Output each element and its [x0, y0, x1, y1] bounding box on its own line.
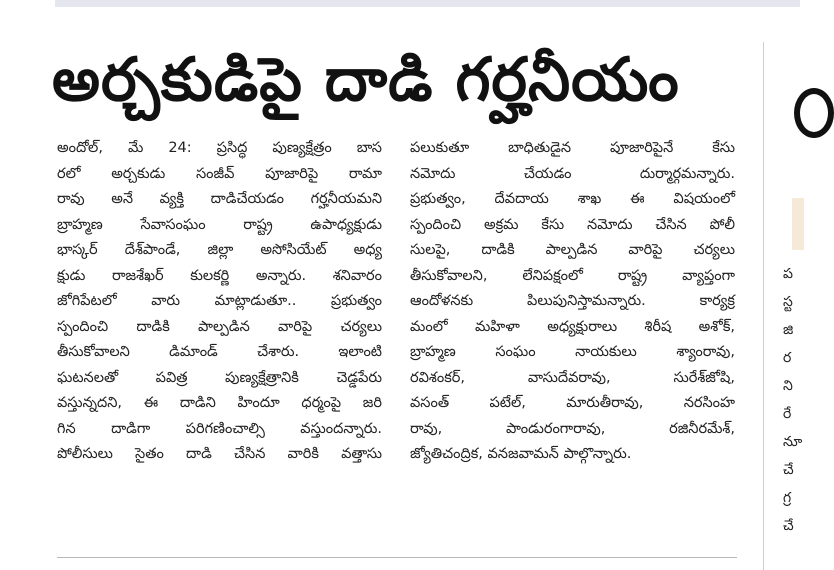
article-line: రావు అనే వ్యక్తి దాడిచేయడం గర్హనీయమని [57, 191, 382, 207]
article-line: తీసుకోవాలని డిమాండ్ చేశారు. ఇలాంటి [57, 344, 382, 360]
article-line: జోగిపేటలో వారు మాట్లాడుతూ.. ప్రభుత్వం [57, 293, 382, 309]
column-separator [763, 42, 764, 570]
adjacent-article-edge [780, 0, 803, 570]
article-line: రలో అర్చకుడు సంజీవ్ పూజారిపై రామా [57, 165, 382, 182]
article-line: ప్రభుత్వం, దేవదాయ శాఖ ఈ విషయంలో [410, 191, 735, 207]
article-line: నమోదు చేయడం దుర్మార్గమన్నారు. [410, 165, 735, 182]
article-bottom-rule [57, 557, 737, 558]
cropped-text-fragment: చే [783, 518, 794, 534]
cropped-text-fragment: ర [783, 350, 792, 366]
article-line: అందోల్, మే 24: ప్రసిద్ధ పుణ్యక్షేత్రం బాస [57, 140, 382, 156]
article-headline: అర్చకుడిపై దాడి గర్హనీయం [52, 45, 680, 115]
article-column-1 [57, 136, 382, 468]
article-line: క్షుడు రాజశేఖర్ కులకర్ణి అన్నారు. శనివారం [57, 267, 382, 284]
article-line: భాస్కర్ దేశ్‌పాండే, జిల్లా అసోసియేట్ అధ్య [57, 242, 382, 258]
article-line: రవిశంకర్, వాసుదేవరావు, సురేశ్‌జోషి, [410, 369, 735, 386]
cropped-headline-glyph [794, 88, 834, 138]
cropped-text-fragment: ప [783, 266, 793, 282]
article-line: బ్రాహ్మణ సంఘం నాయకులు శ్యాంరావు, [410, 344, 735, 360]
cropped-text-fragment: నూ [783, 434, 803, 450]
article-line: స్పందించి దాడికి పాల్పడిన వారిపై చర్యలు [57, 318, 382, 335]
article-line: పలుకుతూ బాధితుడైన పూజారిపైనే కేసు [410, 140, 735, 156]
article-line: వసంత్ పటేల్, మారుతీరావు, నరసింహ [410, 395, 735, 411]
article-line: ఘటనలతో పవిత్ర పుణ్యక్షేత్రానికి చెడ్డపేరు [57, 369, 382, 386]
cropped-text-fragment: జి [783, 322, 794, 338]
article-column-2 [410, 136, 735, 468]
page-top-bar [55, 0, 800, 7]
article-line: గిన దాడిగా పరిగణించాల్సి వస్తుందన్నారు. [57, 420, 382, 437]
article-line: తీసుకోవాలని, లేనిపక్షంలో రాష్ట్ర వ్యాప్తంగా [410, 267, 735, 284]
article-line: బ్రాహ్మణ సేవాసంఘం రాష్ట్ర ఉపాధ్యక్షుడు [57, 216, 382, 233]
article-line: స్పందించి అక్రమ కేసు నమోదు చేసిన పోలీ [410, 216, 735, 233]
cropped-highlight-band [792, 198, 804, 250]
cropped-text-fragment: గ్ర [783, 490, 792, 506]
article-line: జ్యోతిచంద్రిక, వనజవామన్ పాల్గొన్నారు. [410, 446, 632, 462]
article-line: వస్తున్నదని, ఈ దాడిని హిందూ ధర్మంపై జరి [57, 395, 382, 411]
article-line: పోలీసులు సైతం దాడి చేసిన వారికి వత్తాసు [57, 446, 382, 462]
article-line: సులపై, దాడికి పాల్పడిన వారిపై చర్యలు [410, 242, 735, 258]
cropped-text-fragment: స్ట [783, 294, 793, 310]
cropped-text-fragment: ని [783, 378, 793, 394]
cropped-text-fragment: రే [783, 406, 792, 422]
article-line: రావు, పాండురంగారావు, రజినీరమేశ్, [410, 420, 735, 437]
article-line: ఆందోళనకు పిలుపునిస్తామన్నారు. కార్యక్ర [410, 293, 735, 309]
cropped-text-fragment: చే [783, 462, 794, 478]
article-line: మంలో మహిళా అధ్యక్షురాలు శిరీష అశోక్, [410, 318, 735, 335]
